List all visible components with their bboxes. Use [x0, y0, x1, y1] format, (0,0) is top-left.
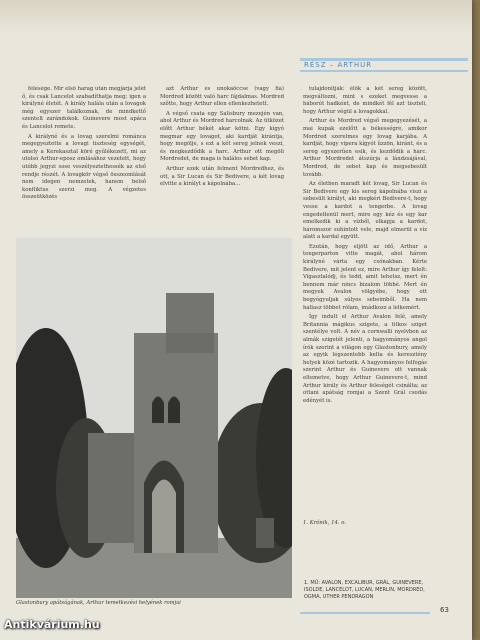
paragraph: Így indult el Arthur Avalon felé, amely Britannia mágikus szigete, a titkos sziget szentélye volt. A név a cornwalli nyelvben az almák szigetét jelenti, a hagyományos angol írók szerint a világon egy Glastonbury, amely az egyik legszentebb kelta és keresztény helyek közé tartozik. A hagyományos felfogás szerint Arthur és Guinevere ott vannak eltemetve, hogy Arthur Guinevere-t, mind Arthur király és Arthur feleségét csinálta; az ottani apátság romjai a Szent Grál csodás edényét is.: [303, 314, 427, 404]
text-column-2: [160, 86, 284, 234]
section-header-label: RÉSZ – ARTHUR: [304, 61, 373, 69]
page-number: 63: [440, 606, 449, 614]
paragraph: A végső csata egy Salisbury mezején van, ahol Arthur és Mordred harcolnak. Az ütközet előtt Arthur békét akar kötni. Egy kígyó megmar egy lovagot, aki kardját kirántja, hogy megölje, s ezt a két sereg jelnek veszi, és megkezdődik a harc. Arthur ott megöli Mordredet, de maga is halálos sebet kap.: [160, 110, 284, 163]
paragraph: Az életben maradt két lovag, Sir Lucan és Sir Bedivere egy kis sereg kápolnába viszi a sebesült királyt, aki megkéri Bedivere-t, hogy vesse a kardot a tengerbe. A lovag engedetlenül mert, mire egy kéz és egy kar emelkedik ki a vízből, elkapja a kardot, háromszor suhintott vele, majd elmerül a víz alatt a kardal együtt.: [303, 181, 427, 241]
abbey-ruins-illustration: [16, 238, 292, 598]
site-watermark: Antikvárium.hu: [4, 618, 100, 631]
paragraph: tulajdonítják: élők a két sereg között, megváltozni, mint s ezeket megvesse a háborút hadként, de mindkét fél azt tiszteli, hogy Arthur végül a lovagokkal.: [303, 86, 427, 115]
paragraph: azt Arthur és unokaöccse (vagy fia) Mordred között való harc fájdalmas. Mordred szőtte, hogy Arthur ellen ellenkezhetett.: [160, 86, 284, 108]
paragraph: A királyné és a lovag szerelmi románca megegyeztette a lovagi tiszteség egységét, amely a Kerekasztal köré gyűlékezett, mi az utolsó Arthur-eposz omlásához vezetett, hogy utóbb jegyzi sose veszélyeztethessék az első rendje részét. A lovagkör végső összeomlását nem idegen nemzetek, hanem belső konfliktus szerzi meg. A végzetes összeütközés: [22, 133, 146, 201]
footer-rule: [300, 612, 430, 614]
text-column-3: [303, 86, 427, 528]
paragraph: Ezután, hogy eljött az idő, Arthur a tengerparton vitte magát, ahol három királyné várta egy csónakban. Kérte Bedivere, mit jelent ez, mire Arthur így felelt: Vigasztalódj, és tedd, amit tehetsz, mert én bennem már nincs bizalom többé. Mert én megyek Avalon völgyébe, hogy ott begyógyuljak súlyos sebeimből. Ha nem hallasz többet rólam, imádkozz a lelkemért.: [303, 243, 427, 311]
paragraph: Arthur és Mordred végső megegyezését, a mai kupak ezelőtt a békességre, amikor Mordred szerelmes egy lovag karjába. A kardját, hogy vipera kígyót űzzön, kiránt, és a sereg egyszerűen esik, és kezdődik a harc. Arthur Mordredet átszúrja a lándzsájával, Mordred, de sebet kap és megsebesült tovább.: [303, 118, 427, 178]
footnote: 1. Krónik, 14. o.: [303, 520, 346, 526]
photo-caption: Glastonbury apátságának, Arthur temetkezési helyének romjai: [16, 600, 181, 606]
paragraph: felesége. Mir első harag után megjárja jelét ő, és csak Lancelot szabadíthatja meg; igen a királyné életét. A király halála után a lovagok még egyszer találkoznak, de mindkettő szentelt zarándokok. Guinevere most apáca és Lancelot remete.: [22, 86, 146, 130]
header-rule-bottom: [300, 70, 468, 72]
abbey-ruins-photo: [16, 238, 292, 598]
text-column-1: [22, 86, 146, 234]
paragraph: Arthur ezek után felment Mordredhez, és ott, a Sir Lucan és Sir Bedivere, a két lovag elvitte a királyt a kápolnába...: [160, 165, 284, 188]
keywords-list: 1. MŰ: AVALON, EXCALIBUR, GRÁL, GUINEVERE, ISOLDE, LANCELOT, LUCAN, MERLIN, MORDRED, OGMA, UTHER PENDRAGON: [304, 580, 425, 600]
